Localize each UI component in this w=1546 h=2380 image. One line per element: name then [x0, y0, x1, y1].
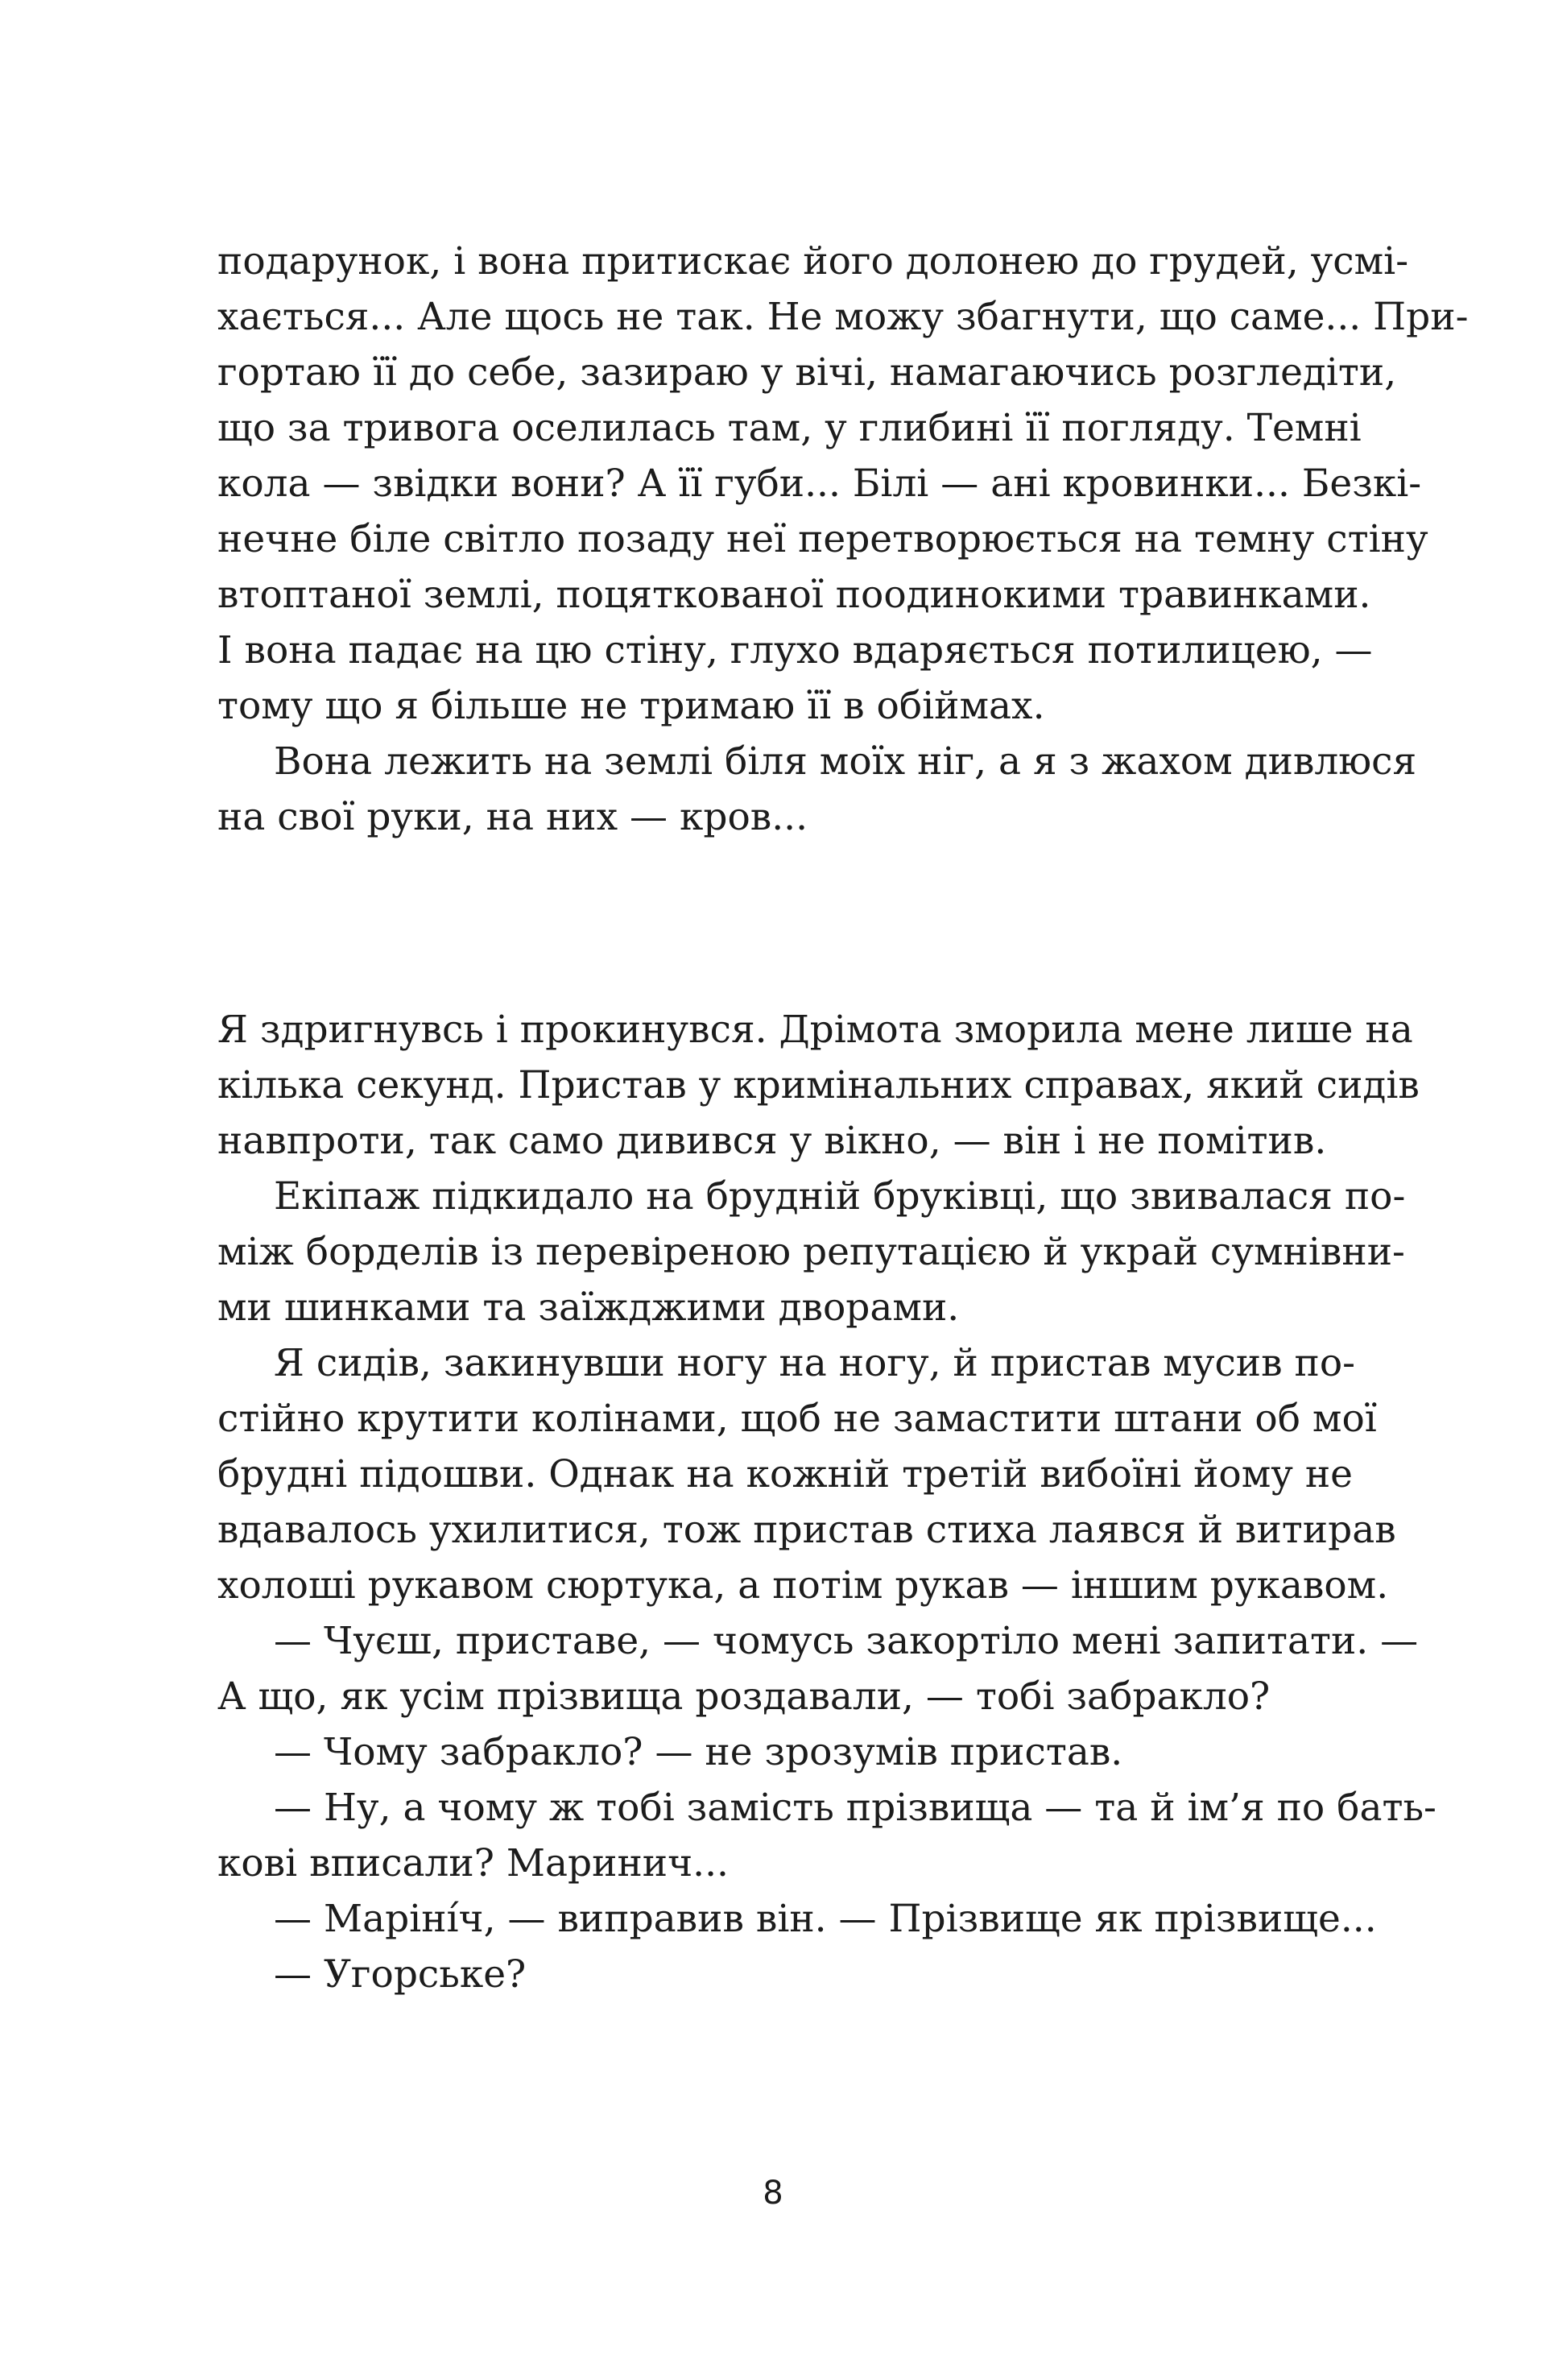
text-line: навпроти, так само дивився у вікно, — він і не помітив. — [217, 1119, 1327, 1163]
text-line: кові вписали? Маринич... — [217, 1841, 729, 1885]
text-line: що за тривога оселилась там, у глибині її погляду. Темні — [217, 406, 1362, 450]
text-line: А що, як усім прізвища роздавали, — тобі забракло? — [217, 1674, 1271, 1719]
carriage-passage — [217, 1002, 1436, 2002]
text-line: — Чуєш, приставе, — чомусь закортіло мені запитати. — — [274, 1619, 1419, 1663]
text-line: гортаю її до себе, зазираю у вічі, намагаючись розгледіти, — [217, 350, 1397, 395]
text-line: вдавалось ухилитися, тож пристав стиха лаявся й витирав — [217, 1508, 1396, 1552]
text-line: подарунок, і вона притискає його долонею до грудей, усмі- — [217, 239, 1409, 284]
text-line: Я сидів, закинувши ногу на ногу, й пристав мусив по- — [274, 1341, 1356, 1385]
text-line: холоші рукавом сюртука, а потім рукав — іншим рукавом. — [217, 1563, 1389, 1608]
dream-passage — [217, 234, 1469, 845]
text-line: між борделів із перевіреною репутацією й украй сумнівни- — [217, 1230, 1405, 1274]
text-line: — Чому забракло? — не зрозумів пристав. — [274, 1730, 1123, 1774]
text-line: кола — звідки вони? А її губи... Білі — ані кровинки... Безкі- — [217, 462, 1422, 506]
page-number: 8 — [763, 2175, 783, 2212]
text-line: хається... Але щось не так. Не можу збагнути, що саме... При- — [217, 295, 1469, 339]
text-line: Я здригнувсь і прокинувся. Дрімота зморила мене лише на — [217, 1008, 1413, 1052]
text-line: стійно крутити колінами, щоб не замастити штани об мої — [217, 1397, 1377, 1441]
text-line: Екіпаж підкидало на брудній бруківці, що звивалася по- — [274, 1174, 1406, 1219]
text-line: Вона лежить на землі біля моїх ніг, а я з жахом дивлюся — [274, 739, 1417, 784]
text-line: — Маріні́ч, — виправив він. — Прізвище як прізвище... — [274, 1897, 1377, 1941]
text-line: на свої руки, на них — кров... — [217, 795, 808, 839]
text-line: брудні підошви. Однак на кожній третій вибоїні йому не — [217, 1452, 1353, 1496]
text-line: І вона падає на цю стіну, глухо вдаряється потилицею, — — [217, 628, 1373, 673]
text-line: нечне біле світло позаду неї перетворюється на темну стіну — [217, 517, 1428, 561]
text-line: тому що я більше не тримаю її в обіймах. — [217, 684, 1045, 728]
text-line: втоптаної землі, поцяткованої поодинокими травинками. — [217, 573, 1371, 617]
text-line: — Угорське? — [274, 1952, 527, 1997]
text-line: — Ну, а чому ж тобі замість прізвища — та й ім’я по бать- — [274, 1786, 1436, 1830]
text-line: кілька секунд. Пристав у кримінальних справах, який сидів — [217, 1063, 1420, 1107]
text-line: ми шинками та заїжджими дворами. — [217, 1285, 960, 1330]
